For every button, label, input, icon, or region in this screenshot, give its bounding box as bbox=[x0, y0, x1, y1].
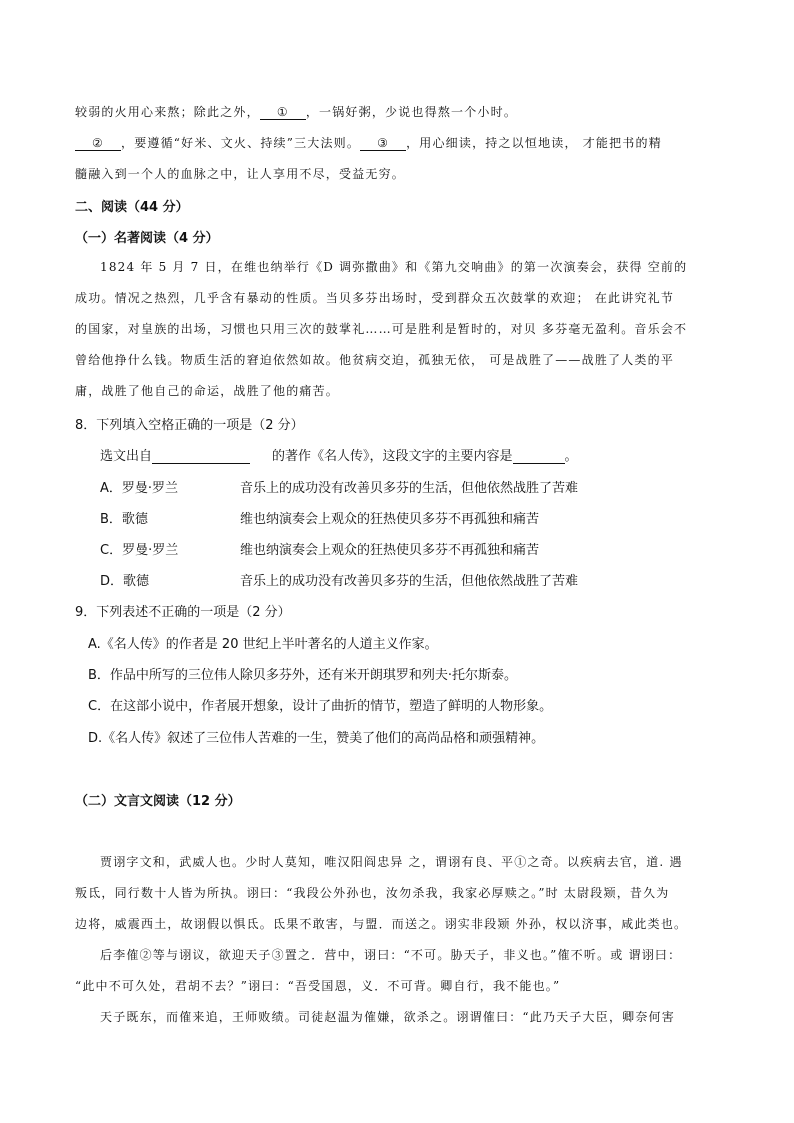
passage-line-1: 1824 年 5 月 7 日，在维也纳举行《D 调弥撒曲》和《第九交响曲》的第一次演奏会，获得 空前的 bbox=[100, 260, 688, 274]
q8-option-b-text: 维也纳演奏会上观众的狂热使贝多芬不再孤独和痛苦 bbox=[240, 512, 540, 527]
q8-fill-text-c: 。 bbox=[564, 449, 578, 464]
section-2-title: 二、阅读（44 分） bbox=[75, 200, 189, 215]
classical-line-5: “此中不可久处，君胡不去？”诩曰：“吾受国恩，义．不可背。卿自行，我不能也。” bbox=[75, 979, 561, 993]
top-line-2 bbox=[75, 134, 662, 151]
question-8-stem: 8．下列填入空格正确的一项是（2 分） bbox=[75, 418, 304, 433]
top-line-1-text-b: ，一锅好粥，少说也得熬一个小时。 bbox=[305, 105, 518, 119]
classical-line-1: 贾诩字文和，武威人也。少时人莫知，唯汉阳阎忠异 之，谓诩有良、平①之奇。以疾病去官，道. 遇 bbox=[100, 855, 683, 869]
q8-option-a-text: 音乐上的成功没有改善贝多芬的生活，但他依然战胜了苦难 bbox=[240, 481, 579, 496]
blank-3: ③ bbox=[360, 136, 406, 151]
q9-option-d: D.《名人传》叙述了三位伟人苦难的一生，赞美了他们的高尚品格和顽强精神。 bbox=[88, 731, 545, 746]
part-2-title: （二）文言文阅读（12 分） bbox=[75, 794, 241, 809]
passage-line-4: 曾给他挣什么钱。物质生活的窘迫依然如故。他贫病交迫，孤独无依， 可是战胜了——战胜了人类的平 bbox=[75, 353, 675, 367]
q8-fill-text-b: 的著作《名人传》，这段文字的主要内容是 bbox=[272, 449, 513, 464]
classical-line-4: 后李傕②等与诩议，欲迎天子③置之．营中，诩曰：“不可。胁天子，非义也。”傕不听。或 谓诩曰： bbox=[100, 948, 682, 962]
q8-option-d-text: 音乐上的成功没有改善贝多芬的生活，但他依然战胜了苦难 bbox=[240, 574, 579, 589]
q8-option-b bbox=[100, 508, 539, 527]
passage-line-2: 成功。情况之热烈，几乎含有暴动的性质。当贝多芬出场时，受到群众五次鼓掌的欢迎； 在此讲究礼节 bbox=[75, 291, 675, 305]
q8-option-c-text: 维也纳演奏会上观众的狂热使贝多芬不再孤独和痛苦 bbox=[240, 543, 540, 558]
classical-line-3: 边将，威震西土，故诩假以惧氐。氐果不敢害，与盟．而送之。诩实非段颎 外孙，权以济事，咸此类也。 bbox=[75, 917, 688, 931]
q9-option-a: A.《名人传》的作者是 20 世纪上半叶著名的人道主义作家。 bbox=[88, 637, 438, 652]
blank-1: ① bbox=[260, 105, 306, 120]
q8-option-c bbox=[100, 539, 539, 558]
top-line-2-text-b: ，用心细读，持之以恒地读， 才能把书的精 bbox=[406, 136, 662, 150]
top-line-1 bbox=[75, 103, 517, 120]
question-9-stem: 9．下列表述不正确的一项是（2 分） bbox=[75, 605, 291, 620]
q8-blank-author bbox=[152, 449, 250, 464]
blank-2: ② bbox=[75, 136, 121, 151]
q9-option-c: C．在这部小说中，作者展开想象，设计了曲折的情节，塑造了鲜明的人物形象。 bbox=[88, 699, 553, 714]
q8-option-d bbox=[100, 570, 578, 589]
q8-option-a bbox=[100, 477, 578, 496]
q8-fill-text-a: 选文出自 bbox=[100, 449, 153, 464]
classical-line-2: 叛氐，同行数十人皆为所执。诩曰：“我段公外孙也，汝勿杀我，我家必厚赎之。”时 太尉段颎，昔久为 bbox=[75, 886, 670, 900]
q8-option-b-label: B．歌德 bbox=[100, 512, 148, 527]
top-line-1-text-a: 较弱的火用心来熬；除此之外， bbox=[75, 105, 260, 119]
top-line-2-text-a: ，要遵循“好米、文火、持续”三大法则。 bbox=[121, 136, 361, 150]
q9-option-b: B．作品中所写的三位伟人除贝多芬外，还有米开朗琪罗和列夫·托尔斯泰。 bbox=[88, 668, 518, 683]
part-1-title: （一）名著阅读（4 分） bbox=[75, 231, 219, 246]
question-8-fill bbox=[100, 445, 578, 464]
q8-option-d-label: D．歌德 bbox=[100, 574, 150, 589]
passage-line-5: 庸，战胜了他自己的命运，战胜了他的痛苦。 bbox=[75, 384, 340, 398]
q8-option-c-label: C．罗曼·罗兰 bbox=[100, 543, 179, 558]
top-line-3: 髓融入到一个人的血脉之中，让人享用不尽，受益无穷。 bbox=[75, 167, 406, 181]
q8-blank-content bbox=[513, 449, 565, 464]
q8-option-a-label: A．罗曼·罗兰 bbox=[100, 481, 179, 496]
passage-line-3: 的国家，对皇族的出场，习惯也只用三次的鼓掌礼……可是胜利是暂时的，对贝 多芬毫无盈利。音乐会不 bbox=[75, 322, 688, 336]
classical-line-6: 天子既东，而傕来追，王师败绩。司徒赵温为傕嫌，欲杀之。诩谓傕曰：“此乃天子大臣，卿奈何害 bbox=[100, 1010, 675, 1024]
